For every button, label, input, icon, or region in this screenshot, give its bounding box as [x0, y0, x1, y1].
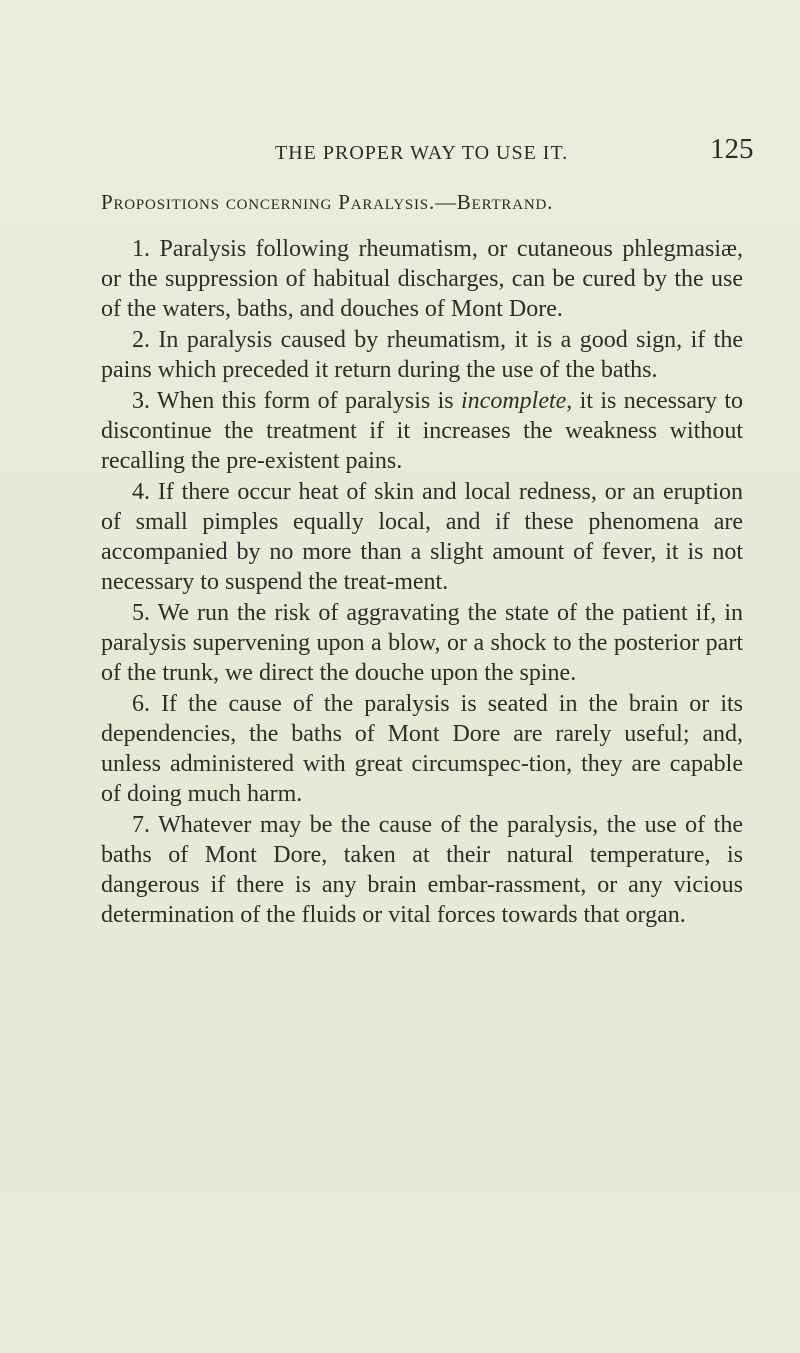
- proposition-2: 2. In paralysis caused by rheumatism, it is a good sign, if the pains which preceded it return during the use of the baths.: [101, 327, 743, 383]
- proposition-7: 7. Whatever may be the cause of the paralysis, the use of the baths of Mont Dore, taken at their natural temperature, is dangerous if there is any brain embar-rassment, or any vicious determination of the fluids or vital forces towards that organ.: [101, 812, 743, 928]
- proposition-6: 6. If the cause of the paralysis is seated in the brain or its dependencies, the baths of Mont Dore are rarely useful; and, unless administered with great circumspec-tion, they are capable of doing much harm.: [101, 691, 743, 807]
- proposition-3: [101, 386, 743, 476]
- propositions-list: [101, 234, 743, 931]
- proposition-3-prefix: 3. When this form of paralysis is: [132, 388, 461, 414]
- proposition-1: 1. Paralysis following rheumatism, or cutaneous phlegmasiæ, or the suppression of habitual discharges, can be cured by the use of the waters, baths, and douches of Mont Dore.: [101, 236, 743, 322]
- running-head: THE PROPER WAY TO USE IT.: [275, 142, 569, 164]
- page-number: 125: [710, 133, 754, 165]
- proposition-3-emphasis: incomplete: [461, 388, 567, 414]
- proposition-4: 4. If there occur heat of skin and local redness, or an eruption of small pimples equally local, and if these phenomena are accompanied by no more than a slight amount of fever, it is not necessary to suspend the treat-ment.: [101, 479, 743, 595]
- proposition-5: 5. We run the risk of aggravating the state of the patient if, in paralysis supervening upon a blow, or a shock to the posterior part of the trunk, we direct the douche upon the spine.: [101, 600, 743, 686]
- proposition-3-suffix: , it is necessary to discontinue the treatment if it increases the weakness without recalling the pre-existent pains.: [101, 388, 744, 474]
- section-title: Propositions concerning Paralysis.—Bertrand.: [101, 190, 554, 214]
